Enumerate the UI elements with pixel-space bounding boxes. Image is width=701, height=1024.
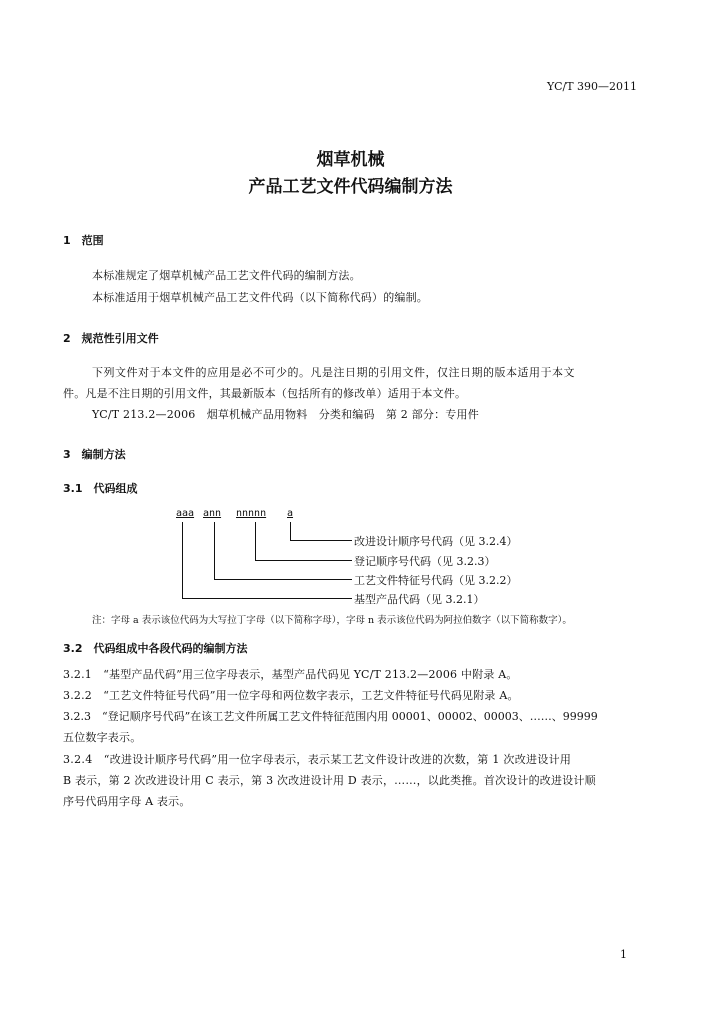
section-3-1-heading: 3.1 代码组成 — [63, 482, 138, 495]
section-3-2-heading: 3.2 代码组成中各段代码的编制方法 — [63, 642, 248, 655]
clause-3-2-4-line-2: B 表示，第 2 次改进设计用 C 表示，第 3 次改进设计用 D 表示，……，以此类推。首次设计的改进设计顺 — [63, 774, 596, 787]
clause-3-2-4-line-1: 3.2.4 “改进设计顺序号代码”用一位字母表示，表示某工艺文件设计改进的次数，第 1 次改进设计用 — [63, 753, 572, 766]
clause-3-2-4-line-3: 序号代码用字母 A 表示。 — [63, 795, 191, 808]
standard-number: YC/T 390—2011 — [547, 80, 638, 93]
code-group-base: aaa — [176, 508, 195, 519]
connector-register-horizontal — [255, 560, 352, 561]
diagram-note: 注：字母 a 表示该位代码为大写拉丁字母（以下简称字母），字母 n 表示该位代码为阿拉伯数字（以下简称数字）。 — [92, 615, 572, 626]
code-group-register: nnnnn — [236, 508, 267, 519]
connector-base-vertical — [182, 522, 183, 598]
clause-3-2-2: 3.2.2 “工艺文件特征号代码”用一位字母和两位数字表示，工艺文件特征号代码见附录 A。 — [63, 689, 519, 702]
section-1-para-1: 本标准规定了烟草机械产品工艺文件代码的编制方法。 — [92, 269, 361, 282]
section-2-heading: 2 规范性引用文件 — [63, 332, 159, 345]
connector-register-vertical — [255, 522, 256, 560]
code-group-revision: a — [287, 508, 294, 519]
section-2-para-1a: 下列文件对于本文件的应用是必不可少的。凡是注日期的引用文件，仅注日期的版本适用于本文 — [92, 366, 575, 379]
title-line-2: 产品工艺文件代码编制方法 — [248, 177, 453, 197]
page-number: 1 — [620, 948, 627, 961]
label-register-code: 登记顺序号代码（见 3.2.3） — [354, 555, 496, 568]
connector-base-horizontal — [182, 598, 352, 599]
section-1-heading: 1 范围 — [63, 234, 104, 247]
clause-3-2-1: 3.2.1 “基型产品代码”用三位字母表示，基型产品代码见 YC/T 213.2—2006 中附录 A。 — [63, 668, 518, 681]
clause-3-2-3-line-2: 五位数字表示。 — [63, 731, 142, 744]
label-revision-code: 改进设计顺序号代码（见 3.2.4） — [354, 535, 518, 548]
label-base-code: 基型产品代码（见 3.2.1） — [354, 593, 485, 606]
connector-revision-vertical — [290, 522, 291, 540]
connector-feature-horizontal — [214, 579, 352, 580]
section-3-heading: 3 编制方法 — [63, 448, 126, 461]
title-line-1: 烟草机械 — [316, 150, 385, 170]
connector-feature-vertical — [214, 522, 215, 579]
section-2-para-1b: 件。凡是不注日期的引用文件，其最新版本（包括所有的修改单）适用于本文件。 — [63, 387, 467, 400]
code-group-feature: ann — [203, 508, 222, 519]
section-2-reference: YC/T 213.2—2006 烟草机械产品用物料 分类和编码 第 2 部分：专用件 — [92, 408, 479, 421]
label-feature-code: 工艺文件特征号代码（见 3.2.2） — [354, 574, 518, 587]
section-1-para-2: 本标准适用于烟草机械产品工艺文件代码（以下简称代码）的编制。 — [92, 291, 428, 304]
connector-revision-horizontal — [290, 540, 352, 541]
clause-3-2-3-line-1: 3.2.3 “登记顺序号代码”在该工艺文件所属工艺文件特征范围内用 00001、00002、00003、……、99999 — [63, 710, 598, 723]
